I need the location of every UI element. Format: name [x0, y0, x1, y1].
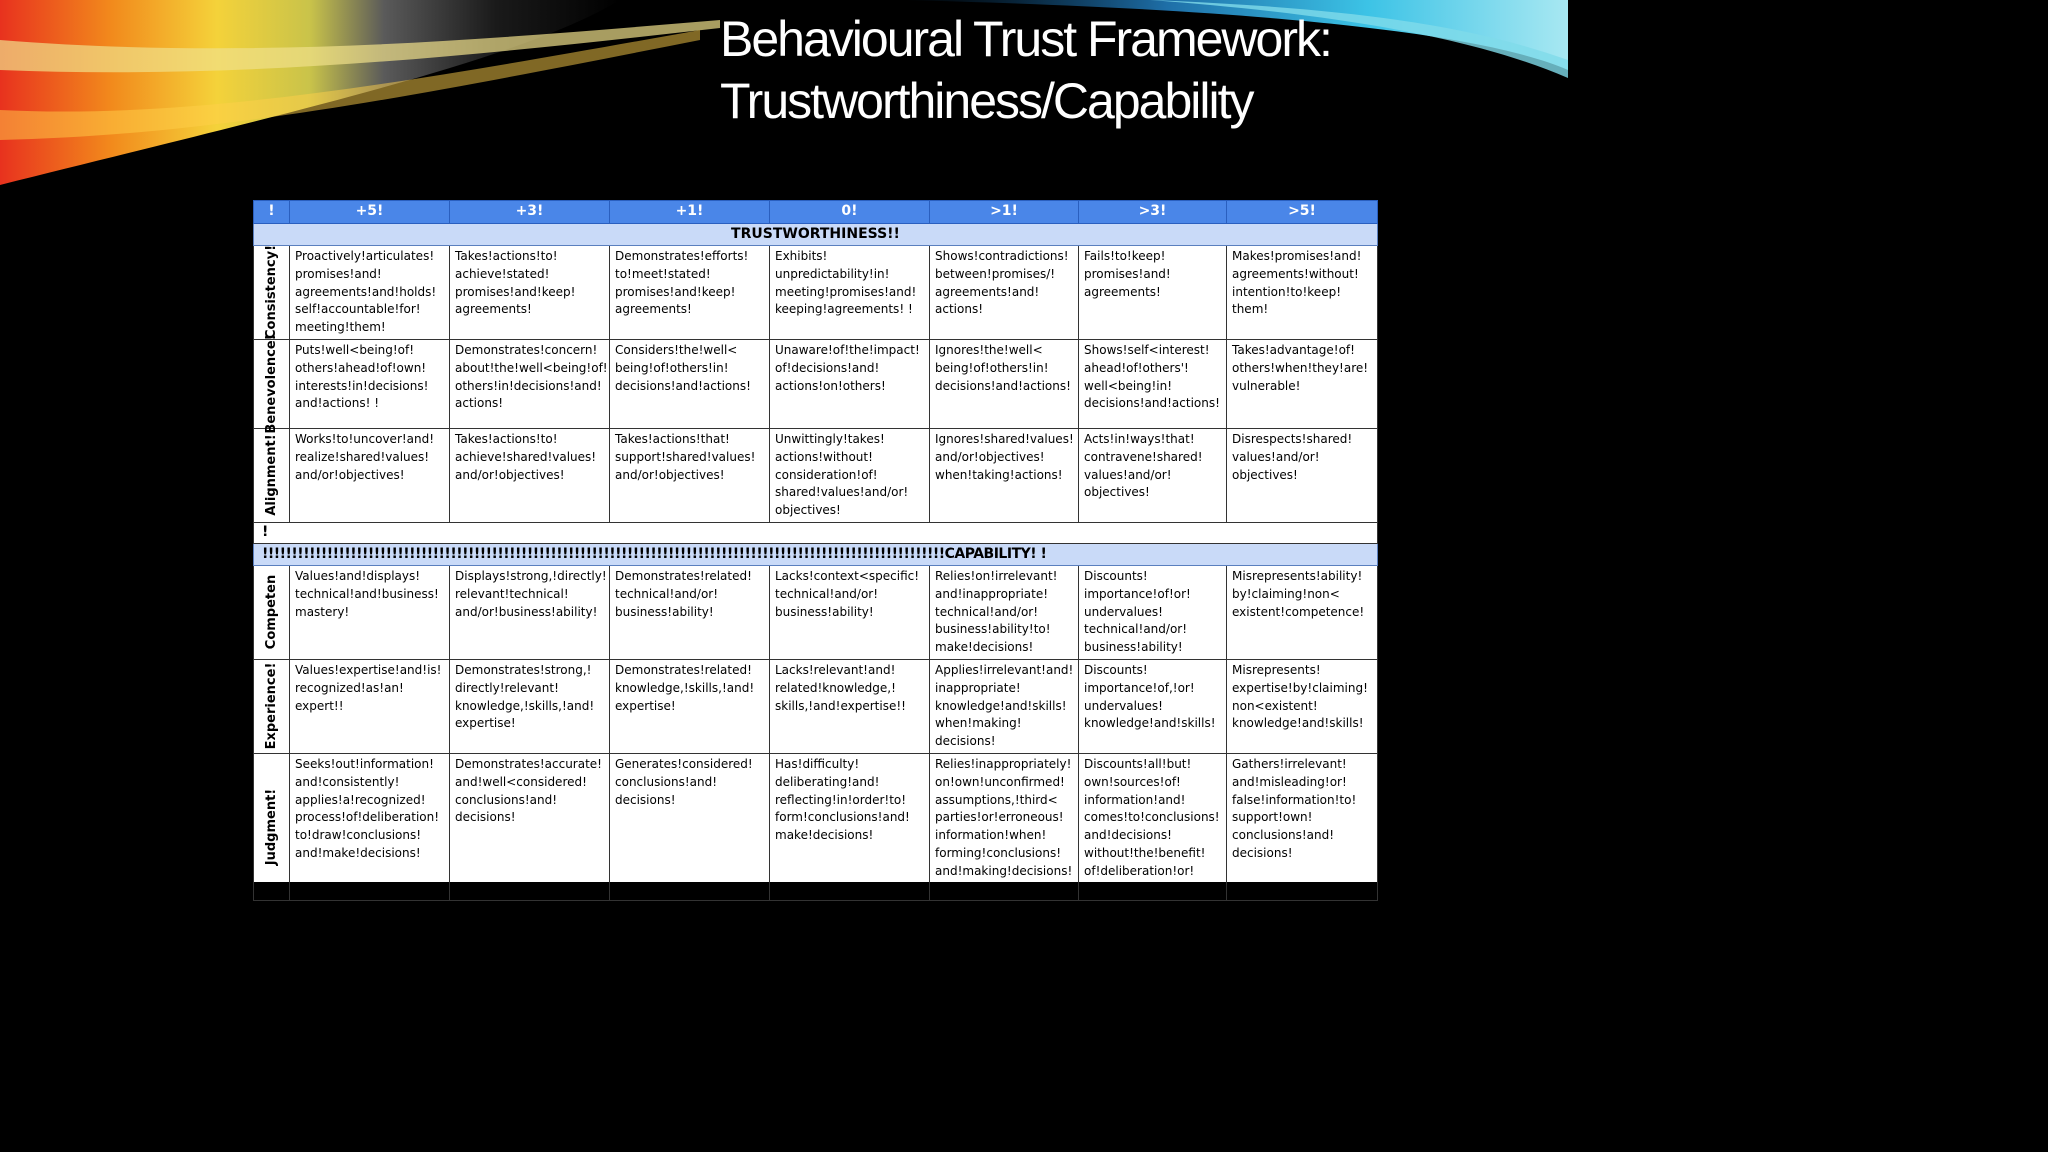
corner-cell: !: [254, 201, 290, 224]
trustworthiness-heading: TRUSTWORTHINESS!!: [254, 224, 1378, 246]
score-header: +5!: [290, 201, 450, 224]
table-row: [254, 246, 1378, 340]
table-cell: Puts!well<being!of! others!ahead!of!own! interests!in!decisions! and!actions! !: [290, 339, 450, 428]
slide-title-line-2: Trustworthiness/Capability: [720, 73, 1253, 129]
table-cell: Displays!strong,!directly! relevant!technical! and/or!business!ability!: [450, 565, 610, 659]
table-cell: Relies!on!irrelevant! and!inappropriate! technical!and/or! business!ability!to! make!decisions!: [930, 565, 1079, 659]
table-cell: Misrepresents! expertise!by!claiming! non<existent! knowledge!and!skills!: [1227, 659, 1378, 753]
table-cell: Disrespects!shared! values!and/or! objectives!: [1227, 428, 1378, 522]
row-label-competence: Competen: [263, 575, 279, 650]
table-cell: Demonstrates!concern! about!the!well<being!of! others!in!decisions!and! actions!: [450, 339, 610, 428]
table-row: [254, 565, 1378, 659]
score-header: +1!: [610, 201, 770, 224]
table-cell: Ignores!the!well< being!of!others!in! decisions!and!actions!: [930, 339, 1079, 428]
table-cell: Takes!actions!that! support!shared!values! and/or!objectives!: [610, 428, 770, 522]
table-cell: Demonstrates!accurate! and!well<considered! conclusions!and! decisions!: [450, 753, 610, 900]
table-cell: Fails!to!keep! promises!and! agreements!: [1079, 246, 1227, 340]
capability-heading-row: [254, 543, 1378, 565]
table-cell: Has!difficulty! deliberating!and! reflecting!in!order!to! form!conclusions!and! make!decisions!: [770, 753, 930, 900]
row-label-benevolence: Benevolence!: [263, 334, 279, 434]
score-header: 0!: [770, 201, 930, 224]
table-row: [254, 753, 1378, 900]
table-cell: Shows!self<interest! ahead!of!others'! well<being!in! decisions!and!actions!: [1079, 339, 1227, 428]
score-header: >3!: [1079, 201, 1227, 224]
table-cell: Acts!in!ways!that! contravene!shared! values!and/or! objectives!: [1079, 428, 1227, 522]
table-cell: Generates!considered! conclusions!and! decisions!: [610, 753, 770, 900]
table-cell: Values!and!displays! technical!and!business! mastery!: [290, 565, 450, 659]
table-cell: Takes!actions!to! achieve!stated! promises!and!keep! agreements!: [450, 246, 610, 340]
slide-title-line-1: Behavioural Trust Framework:: [720, 11, 1331, 67]
row-label-judgment: Judgment!: [263, 788, 279, 866]
table-cell: Values!expertise!and!is! recognized!as!an! expert!!: [290, 659, 450, 753]
table-cell: Takes!actions!to! achieve!shared!values! and/or!objectives!: [450, 428, 610, 522]
table-row: [254, 659, 1378, 753]
table-cell: Discounts! importance!of!or! undervalues! technical!and/or! business!ability!: [1079, 565, 1227, 659]
table-cell: Demonstrates!efforts! to!meet!stated! promises!and!keep! agreements!: [610, 246, 770, 340]
table-cell: Applies!irrelevant!and! inappropriate! knowledge!and!skills! when!making! decisions!: [930, 659, 1079, 753]
table-cell: Seeks!out!information! and!consistently! applies!a!recognized! process!of!deliberation! to!draw!conclusions! and!make!decisions!: [290, 753, 450, 900]
capability-heading: !!!!!!!!!!!!!!!!!!!!!!!!!!!!!!!!!!!!!!!!!!!!!!!!!!!!!!!!!!!!!!!!!!!!!!!!!!!!!!!!!!!!!!!!!!!!!!!!!!!!!!!!!!!!!!!!!!!!CAPABILITY! !: [254, 543, 1378, 565]
table-cell: Discounts! importance!of,!or! undervalues! knowledge!and!skills!: [1079, 659, 1227, 753]
score-header: >5!: [1227, 201, 1378, 224]
table-cell: Relies!inappropriately! on!own!unconfirmed! assumptions,!third< parties!or!erroneous! information!when! forming!conclusions! and!making!decisions!: [930, 753, 1079, 900]
framework-table: [253, 200, 1377, 896]
spacer-row: [254, 522, 1378, 543]
row-label-experience: Experience!: [263, 663, 279, 750]
table-cell: Ignores!shared!values! and/or!objectives! when!taking!actions!: [930, 428, 1079, 522]
table-cell: Gathers!irrelevant! and!misleading!or! false!information!to! support!own! conclusions!and! decisions!: [1227, 753, 1378, 900]
table-cell: Demonstrates!strong,! directly!relevant! knowledge,!skills,!and! expertise!: [450, 659, 610, 753]
table-cell: Shows!contradictions! between!promises/! agreements!and! actions!: [930, 246, 1079, 340]
table-cell: Lacks!relevant!and! related!knowledge,! skills,!and!expertise!!: [770, 659, 930, 753]
table-row: [254, 339, 1378, 428]
table-cell: Misrepresents!ability! by!claiming!non< existent!competence!: [1227, 565, 1378, 659]
table-cell: Proactively!articulates! promises!and! agreements!and!holds! self!accountable!for! meeting!them!: [290, 246, 450, 340]
spacer-cell: !: [254, 522, 1378, 543]
table-cell: Considers!the!well< being!of!others!in! decisions!and!actions!: [610, 339, 770, 428]
table-cell: Demonstrates!related! technical!and/or! business!ability!: [610, 565, 770, 659]
row-label-alignment: Alignment!: [263, 434, 279, 517]
trustworthiness-heading-row: [254, 224, 1378, 246]
table-cell: Unaware!of!the!impact! of!decisions!and! actions!on!others!: [770, 339, 930, 428]
row-label-consistency: Consistency!: [263, 245, 279, 340]
score-header: +3!: [450, 201, 610, 224]
slide-title: [720, 8, 1560, 132]
table-row: [254, 428, 1378, 522]
table-cell: Unwittingly!takes! actions!without! consideration!of! shared!values!and/or! objectives!: [770, 428, 930, 522]
table-cell: Takes!advantage!of! others!when!they!are! vulnerable!: [1227, 339, 1378, 428]
table-cell: Works!to!uncover!and! realize!shared!values! and/or!objectives!: [290, 428, 450, 522]
table-cell: Demonstrates!related! knowledge,!skills,!and! expertise!: [610, 659, 770, 753]
table-cell: Lacks!context<specific! technical!and/or! business!ability!: [770, 565, 930, 659]
table-cell: Exhibits! unpredictability!in! meeting!promises!and! keeping!agreements! !: [770, 246, 930, 340]
score-header: >1!: [930, 201, 1079, 224]
table-cell: Discounts!all!but! own!sources!of! information!and! comes!to!conclusions! and!decisions! without!the!benefit! of!deliberation!or! reflection!!: [1079, 753, 1227, 900]
table-cell: Makes!promises!and! agreements!without! intention!to!keep! them!: [1227, 246, 1378, 340]
score-header-row: [254, 201, 1378, 224]
